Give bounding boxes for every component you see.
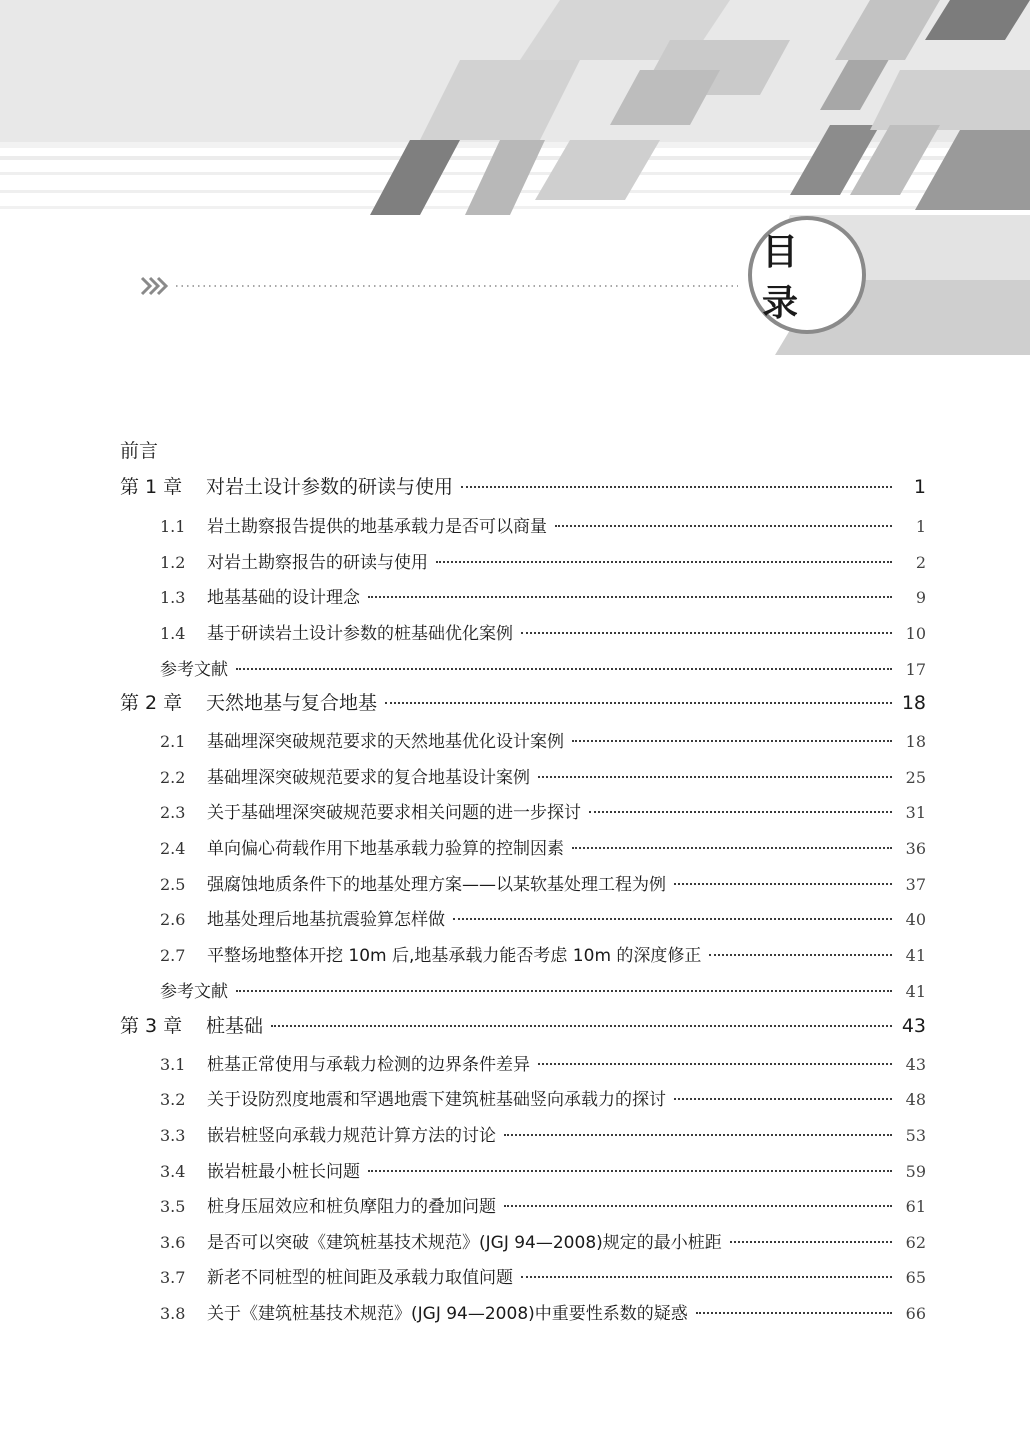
toc-section-2-6[interactable] [160,905,926,930]
section-number: 3.5 [160,1197,186,1216]
section-number: 1.1 [160,517,186,536]
section-number: 1.2 [160,553,186,572]
section-title: 地基处理后地基抗震验算怎样做 [207,910,445,930]
title-leader-decoration [140,276,740,296]
section-title: 嵌岩桩最小桩长问题 [207,1162,360,1182]
section-title: 关于基础埋深突破规范要求相关问题的进一步探讨 [207,803,581,823]
chapter-title: 桩基础 [206,1015,264,1037]
section-title: 单向偏心荷载作用下地基承载力验算的控制因素 [207,839,564,859]
page-number: 1 [915,517,926,536]
section-title: 地基基础的设计理念 [207,588,360,608]
section-title: 关于设防烈度地震和罕遇地震下建筑桩基础竖向承载力的探讨 [207,1090,666,1110]
toc-section-3-4[interactable] [160,1157,926,1182]
dot-leader [555,525,892,527]
page-number: 2 [915,553,926,572]
header-graphic [0,0,1030,370]
toc-section-3-3[interactable] [160,1121,926,1146]
dot-leader [674,883,892,885]
dot-leader [504,1205,892,1207]
page-number: 18 [901,692,926,714]
page-number: 43 [901,1015,926,1037]
section-number: 2.4 [160,839,186,858]
section-number: 3.7 [160,1268,186,1287]
page-number: 41 [905,982,926,1001]
section-number: 2.2 [160,768,186,787]
section-title: 参考文献 [160,660,228,680]
toc-section-1-4[interactable] [160,619,926,644]
section-title: 桩身压屈效应和桩负摩阻力的叠加问题 [207,1197,496,1217]
toc-section-2-1[interactable] [160,727,926,752]
toc-section-1-3[interactable] [160,583,926,608]
chapter-title: 对岩土设计参数的研读与使用 [206,476,454,498]
page-number: 62 [905,1233,926,1252]
toc-section-2-7[interactable] [160,941,926,966]
section-number: 2.7 [160,946,186,965]
dot-leader [453,918,892,920]
page-number: 48 [905,1090,926,1109]
page-number: 40 [905,910,926,929]
section-number: 2.6 [160,910,186,929]
page-number: 18 [905,732,926,751]
page-number: 43 [905,1055,926,1074]
dot-leader [572,740,892,742]
section-number: 3.3 [160,1126,186,1145]
dot-leader [236,668,892,670]
toc-preface[interactable] [120,436,926,463]
section-title: 强腐蚀地质条件下的地基处理方案——以某软基处理工程为例 [207,875,666,895]
toc-section-2-3[interactable] [160,798,926,823]
page-number: 25 [905,768,926,787]
section-title: 对岩土勘察报告的研读与使用 [207,553,428,573]
page-number: 59 [905,1162,926,1181]
section-title: 岩土勘察报告提供的地基承载力是否可以商量 [207,517,547,537]
toc-section-1-1[interactable] [160,512,926,537]
section-number: 3.4 [160,1162,186,1181]
page-title: 目 录 [762,231,813,324]
section-number: 3.2 [160,1090,186,1109]
dot-leader [368,1170,892,1172]
dot-leader [385,702,892,704]
section-title: 平整场地整体开挖 10m 后,地基承载力能否考虑 10m 的深度修正 [207,946,702,966]
chapter-number: 第 3 章 [120,1015,183,1037]
section-number: 3.6 [160,1233,186,1252]
dot-leader [521,632,892,634]
dot-leader [730,1241,892,1243]
toc-chapter-2[interactable] [120,688,926,715]
toc-chapter-1[interactable] [120,472,926,499]
page-number: 53 [905,1126,926,1145]
toc-section-2-2[interactable] [160,763,926,788]
section-title: 是否可以突破《建筑桩基技术规范》(JGJ 94—2008)规定的最小桩距 [207,1233,722,1253]
section-title: 关于《建筑桩基技术规范》(JGJ 94—2008)中重要性系数的疑惑 [207,1304,688,1324]
toc-references-1[interactable] [160,655,926,680]
toc-section-3-6[interactable] [160,1228,926,1253]
section-number: 3.1 [160,1055,186,1074]
section-title: 新老不同桩型的桩间距及承载力取值问题 [207,1268,513,1288]
dot-leader [589,811,892,813]
toc-section-3-8[interactable] [160,1299,926,1324]
toc-section-3-5[interactable] [160,1192,926,1217]
section-title: 嵌岩桩竖向承载力规范计算方法的讨论 [207,1126,496,1146]
chapter-number: 第 1 章 [120,476,183,498]
toc-section-3-2[interactable] [160,1085,926,1110]
dot-leader [504,1134,892,1136]
section-number: 3.8 [160,1304,186,1323]
page-number: 61 [905,1197,926,1216]
section-number: 1.4 [160,624,186,643]
page-number: 31 [905,803,926,822]
section-title: 基础埋深突破规范要求的复合地基设计案例 [207,768,530,788]
dot-leader [709,954,892,956]
dot-leader [368,596,892,598]
dot-leader [236,990,892,992]
toc-title-badge [748,216,866,334]
toc-section-3-7[interactable] [160,1263,926,1288]
toc-chapter-3[interactable] [120,1011,926,1038]
toc-section-2-4[interactable] [160,834,926,859]
dot-leader [521,1276,892,1278]
section-number: 2.5 [160,875,186,894]
page-number: 10 [905,624,926,643]
dot-leader [538,776,892,778]
dot-leader [436,561,892,563]
dot-leader [572,847,892,849]
section-title: 基于研读岩土设计参数的桩基础优化案例 [207,624,513,644]
page-number: 41 [905,946,926,965]
toc-references-2[interactable] [160,977,926,1002]
page-number: 65 [905,1268,926,1287]
chapter-number: 第 2 章 [120,692,183,714]
dot-leader [461,486,892,488]
page-number: 36 [905,839,926,858]
page-number: 1 [913,476,926,498]
chapter-title: 天然地基与复合地基 [206,692,378,714]
section-title: 桩基正常使用与承载力检测的边界条件差异 [207,1055,530,1075]
page-number: 9 [915,588,926,607]
section-number: 1.3 [160,588,186,607]
section-title: 参考文献 [160,982,228,1002]
dot-leader [271,1025,892,1027]
section-number: 2.3 [160,803,186,822]
page-number: 66 [905,1304,926,1323]
toc-section-3-1[interactable] [160,1050,926,1075]
section-number: 2.1 [160,732,186,751]
section-title: 基础埋深突破规范要求的天然地基优化设计案例 [207,732,564,752]
dot-leader [538,1063,892,1065]
page-number: 37 [905,875,926,894]
dot-leader [674,1098,892,1100]
toc-section-1-2[interactable] [160,548,926,573]
dot-leader [696,1312,892,1314]
page-number: 17 [905,660,926,679]
toc-section-2-5[interactable] [160,870,926,895]
preface-label: 前言 [120,440,159,462]
